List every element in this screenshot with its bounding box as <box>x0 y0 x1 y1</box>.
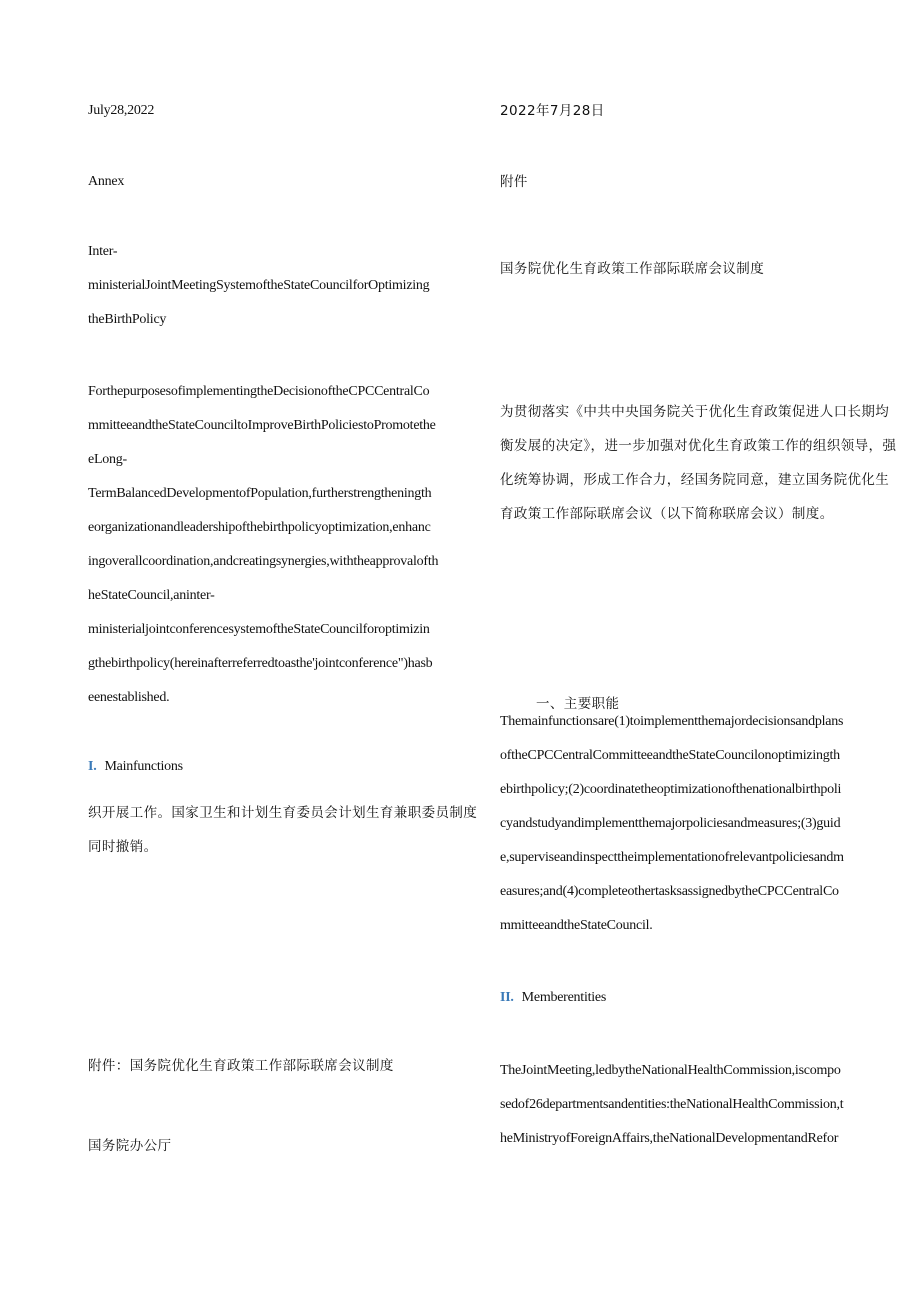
section-number: I. <box>88 759 97 774</box>
section-heading-main-functions <box>88 750 486 784</box>
functions-en-line: mmitteeandtheStateCouncil. <box>500 918 653 933</box>
intro-en-line: TermBalancedDevelopmentofPopulation,furtherstrengtheningth <box>88 486 432 501</box>
annex-label-zh: 附件 <box>500 174 528 190</box>
intro-en-line: eorganizationandleadershipofthebirthpolicyoptimization,enhanc <box>88 520 431 535</box>
functions-en-line: e,superviseandinspecttheimplementationofrelevantpoliciesandm <box>500 850 844 865</box>
zh-paragraph-fragment: 织开展工作。国家卫生和计划生育委员会计划生育兼职委员制度同时撤销。 <box>88 805 478 855</box>
date-zh: 2022年7月28日 <box>500 103 605 119</box>
intro-paragraph-zh: 为贯彻落实《中共中央国务院关于优化生育政策促进人口长期均衡发展的决定》，进一步加强对优化生育政策工作的组织领导，强化统筹协调，形成工作合力，经国务院同意，建立国务院优化生育政策工作部际联席会议（以下简称联席会议）制度。 <box>500 404 897 522</box>
functions-en-line: oftheCPCCentralCommitteeandtheStateCouncilonoptimizingth <box>500 748 840 763</box>
functions-en-line: Themainfunctionsare(1)toimplementthemajordecisionsandplans <box>500 714 844 729</box>
intro-en-line: ForthepurposesofimplementingtheDecisionoftheCPCCentralCo <box>88 384 430 399</box>
intro-en-line: ministerialjointconferencesystemoftheStateCouncilforoptimizin <box>88 622 430 637</box>
section-title: Memberentities <box>521 990 607 1005</box>
section-title: Mainfunctions <box>104 759 183 774</box>
date-en: July28,2022 <box>88 103 155 118</box>
intro-en-line: ingoverallcoordination,andcreatingsynergies,withtheapprovalofth <box>88 554 439 569</box>
section-heading-zh: 一、主要职能 <box>536 696 620 712</box>
functions-en-line: ebirthpolicy;(2)coordinatetheoptimizationofthenationalbirthpoli <box>500 782 842 797</box>
members-paragraph-en <box>500 1054 900 1156</box>
title-en-line: ministerialJointMeetingSystemoftheStateCouncilforOptimizing <box>88 278 430 293</box>
intro-en-line: heStateCouncil,aninter- <box>88 588 215 603</box>
functions-en-line: cyandstudyandimplementthemajorpoliciesandmeasures;(3)guid <box>500 816 841 831</box>
members-en-line: heMinistryofForeignAffairs,theNationalDevelopmentandRefor <box>500 1131 839 1146</box>
section-heading-member-entities <box>500 981 900 1015</box>
title-zh: 国务院优化生育政策工作部际联席会议制度 <box>500 261 765 277</box>
intro-paragraph-en <box>88 375 486 715</box>
intro-en-line: gthebirthpolicy(hereinafterreferredtoasthe'jointconference")hasb <box>88 656 433 671</box>
title-en-line: theBirthPolicy <box>88 312 167 327</box>
section-number: II. <box>500 990 514 1005</box>
issuing-office: 国务院办公厅 <box>88 1138 172 1154</box>
functions-paragraph-en <box>500 705 900 943</box>
title-en-line: Inter- <box>88 244 118 259</box>
intro-en-line: eenestablished. <box>88 690 170 705</box>
members-en-line: sedof26departmentsandentities:theNationalHealthCommission,t <box>500 1097 844 1112</box>
intro-en-line: mmitteeandtheStateCounciltoImproveBirthPoliciestoPromotethe <box>88 418 436 433</box>
intro-en-line: eLong- <box>88 452 127 467</box>
functions-en-line: easures;and(4)completeothertasksassignedbytheCPCCentralCo <box>500 884 839 899</box>
annex-label-en: Annex <box>88 174 125 189</box>
members-en-line: TheJointMeeting,ledbytheNationalHealthCommission,iscompo <box>500 1063 841 1078</box>
title-en <box>88 235 486 337</box>
annex-line-zh: 附件：国务院优化生育政策工作部际联席会议制度 <box>88 1058 394 1074</box>
